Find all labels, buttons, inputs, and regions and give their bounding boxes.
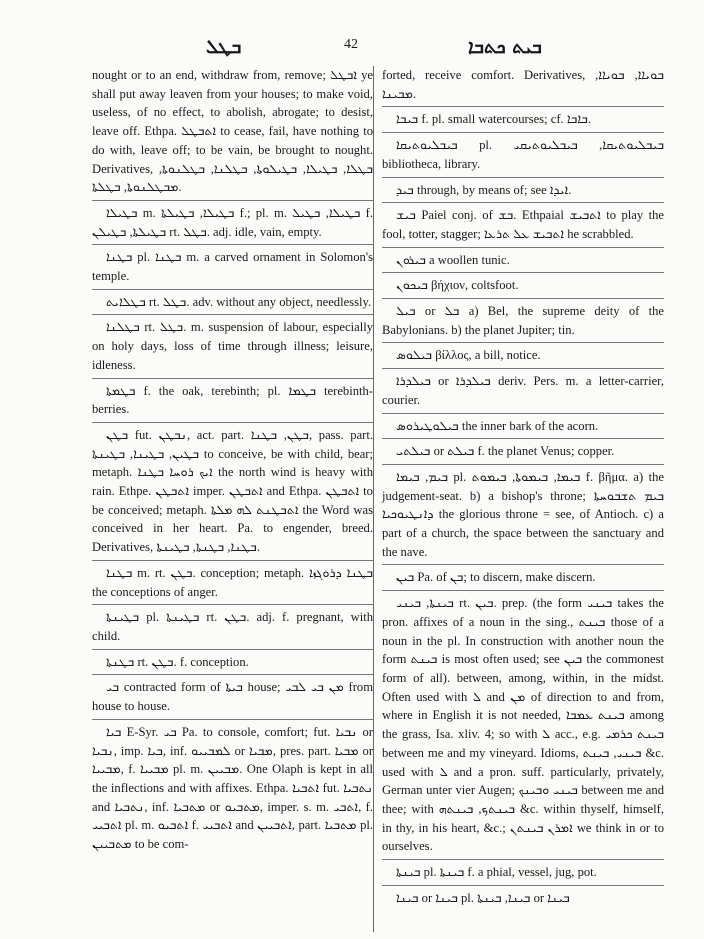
dictionary-entry: ܒܛܢܐ m. rt. ܒܛܢ. conception; metaph. ܒܛܢܐ ܕܪܘܓܙܐ the conceptions of anger. (92, 565, 374, 599)
page-header (0, 36, 704, 60)
entry-separator (382, 438, 664, 439)
entry-separator (92, 378, 373, 379)
entry-separator (382, 368, 664, 369)
entry-separator (382, 590, 664, 591)
dictionary-entry: ܒܝܢܬܐ, ܒܝܢܝ rt. ܒܝܢ. prep. (the form ܒܝܢܝ takes the pron. affixes of a noun in the sing., ܒܝܢܬ those of a noun in the pl. In construction with another noun the form ܒܝܢܬ is most often used; see ܒܝܢ the commonest form of all). between, among, within, in the midst. Often used with ܠ and ܡܢ of direction to and from, where in English it is not needed, ܒܝܢܬ ܥܡܒܐ among the grass, Isa. xliv. 4; so with ܠ acc., e.g. ܒܝܢܬ ܟܪܡܝ between me and my vineyard. Idioms, ܒܝܢܝ, ܒܝܢܬ &c. used with ܠ and a pron. suff. particularly, privately, German unter vier Augen; ܒܝܢܝ ܘܒܝܢܟ between me and thee; with ܒܝܢܬܟ, ܒܝܢܬܗ &c. within thyself, himself, in thy, in his heart, &c.; ܐܡܪܢ ܒܝܢܬܢ we think in or to ourselves. (382, 596, 665, 854)
entry-separator (92, 604, 373, 605)
right-dictionary-column (382, 66, 664, 907)
entry-separator (92, 314, 373, 315)
entry-separator (92, 244, 373, 245)
dictionary-entry: ܒܛܢܬܐ rt. ܒܛܢ. f. conception. (106, 654, 249, 669)
entry-separator (92, 674, 373, 675)
entry-separator (382, 132, 664, 133)
dictionary-entry: ܒܝܟܘܢ βήχιον, coltsfoot. (396, 278, 519, 293)
dictionary-entry: ܒܝܡ, ܒܝܡܐ pl. ܒܝܡܐ, ܒܝܡܘܬܐ, ܒܝܡܘܬ f. βῆμα. a) the judgement-seat. b) a bishop's throne; ܒܝܡ ܬܫܒܘܚܬܐ ܕܐܢܛܝܘܟܝܐ the glorious throne = see, of Antioch. c) a part of a church, the space between the sanctuary and the nave. (382, 469, 664, 559)
dictionary-entry: ܒܛܠܐܝܬ rt. ܒܛܠ. adv. without any object, needlessly. (106, 294, 372, 309)
dictionary-entry: ܒܝܠܘܣ βίλλος, a bill, notice. (396, 348, 541, 363)
dictionary-entry: ܒܝܒܠܝܘܬܝܩܐ pl. ܒܝܒܠܝܘܬܝܩܐ, ܒܝܒܠܝܘܬܝܩܝ bibliotheca, library. (382, 138, 665, 171)
dictionary-entry: ܒܝܠ or ܒܠ a) Bel, the supreme deity of the Babylonians. b) the planet Jupiter; tin. (382, 304, 664, 337)
entry-separator (382, 564, 664, 565)
entry-separator (382, 272, 664, 273)
dictionary-entry: ܒܝܒܐ f. pl. small watercourses; cf. ܒܐܒܐ. (396, 112, 592, 127)
dictionary-entry: ܒܛܡܬܐ f. the oak, terebinth; pl. ܒܛܡܐ terebinth-berries. (92, 383, 373, 417)
dictionary-entry: forted, receive comfort. Derivatives, ܒܘܝܐܐ, ܒܘܝܐܐ, ܡܒܝܢܐ. (382, 68, 664, 101)
entry-separator (382, 859, 664, 860)
dictionary-entry: ܒܝܐ E-Syr. ܒܝ Pa. to console, comfort; fut. ܢܒܝܐ or ܢܒܝܐ, imp. ܒܝܐ, inf. ܠܡܒܝܝܘ or ܡܒܝܐ, pres. part. ܡܒܝܐ or ܡܒܝܝܐ, f. ܡܒܝܝܐ pl. m. ܡܒܝܝܢ. One Olaph is kept in all the inflections and with affixes. Ethpa. ܐܬܒܝܐ fut. ܢܬܒܝܐ and ܢܬܒܝܐ, inf. ܡܬܒܝܐ or ܡܬܒܝܘ, imper. s. m. ܐܬܒܝ, f. ܐܬܒܝܝ pl. m. ܐܬܒܝܘ f. ܐܬܒܝܝ and ܐܬܒܝܝܢ, part. ܡܬܒܝܐ pl. ܡܬܒܝܝܢ to be com- (92, 724, 374, 852)
dictionary-entry: ܒܛܝܠܐ m. ܒܛܝܠܐ, ܒܛܝܠܬܐ f.; pl. m. ܒܛܝܠܐ, ܒܛܝܠ f. ܒܛܝܠܬܐ, ܒܛܝܠܢ rt. ܒܛܠ. adj. idle, vain, empty. (92, 205, 373, 239)
dictionary-entry: ܒܛܝܢܬܐ pl. ܒܛܝܢܬܐ rt. ܒܛܢ. adj. f. pregnant, with child. (92, 610, 374, 643)
right-running-headword: ܒܝܬ ܟܬܒܐ (468, 36, 542, 58)
dictionary-entry: ܒܛܢܐ pl. ܒܛܢܐ m. a carved ornament in Solomon's temple. (92, 250, 373, 284)
entry-separator (92, 200, 373, 201)
dictionary-entry: ܒܛܢ fut. ܢܒܛܢ, act. part. ܒܛܢ, ܒܛܢܐ, pass. part. ܒܛܝܢ, ܒܛܝܢܐ, ܒܛܝܢܬܐ to conceive, be with child, bear; metaph. ܐܝܟ ܪܘܚܐ ܒܛܢܐ the north wind is heavy with rain. Ethpe. ܐܬܒܛܢ imper. ܐܬܒܛܢ and Ethpa. ܐܬܒܛܢ to be conceived; metaph. ܐܬܒܛܢܬ ܠܗ ܡܠܬܐ the Word was conceived in her heart. Pa. to engender, breed. Derivatives, ܒܛܢܐ, ܒܛܢܬܐ, ܒܛܝܢܬܐ. (92, 427, 374, 555)
entry-separator (382, 885, 664, 886)
left-running-headword: ܒܛܠ (206, 36, 242, 58)
entry-separator (382, 413, 664, 414)
dictionary-entry: ܒܝܪܘܢ a woollen tunic. (396, 252, 510, 267)
dictionary-entry: nought or to an end, withdraw from, remove; ܐܒܛܠ ye shall put away leaven from your houses; to make void, useless, of no effect, to abolish, abrogate; to desist, leave off. Ethpa. ܐܬܒܛܠ to cease, fail, have nothing to do with, leave off; to be vain, be brought to nought. Derivatives, ܒܛܠܐ, ܒܛܝܠܐ, ܒܛܝܠܘܬܐ, ܒܛܠܢܐ, ܒܛܠܢܘܬܐ, ܡܒܛܠܢܘܬܐ, ܒܛܠܬܐ. (92, 68, 374, 195)
dictionary-entry: ܒܝܠܬܝ or ܒܝܠܬ f. the planet Venus; copper. (396, 444, 615, 459)
dictionary-entry: ܒܝ contracted form of ܒܝܬܐ house; ܡܢ ܒܝ ܠܒܝ from house to house. (92, 680, 373, 714)
entry-separator (382, 177, 664, 178)
dictionary-entry: ܒܝܕ through, by means of; see ܐܝܕܐ. (396, 182, 572, 197)
entry-separator (382, 106, 664, 107)
entry-separator (92, 422, 373, 423)
dictionary-entry: ܒܝܠܘܛܝܪܘܣ the inner bark of the acorn. (396, 418, 599, 433)
entry-separator (382, 247, 664, 248)
dictionary-entry: ܒܝܢܐ or ܒܝܢܐ pl. ܒܝܢܐ, ܒܝܢܬܐ or ܒܝܢܐ (396, 890, 570, 905)
entry-separator (382, 202, 664, 203)
entry-separator (382, 298, 664, 299)
dictionary-entry: ܒܝܫ Paiel conj. of ܒܫ. Ethpaial ܐܬܒܝܫ to play the fool, totter, stagger; ܐܬܒܝܫ ܥܠ ܬܪܥܐ he scrabbled. (382, 208, 664, 241)
entry-separator (92, 649, 373, 650)
entry-separator (92, 719, 373, 720)
dictionary-entry: ܒܛܠܢܐ rt. ܒܛܠ. m. suspension of labour, especially on holy days, loss of time through illness; leisure, idleness. (92, 320, 373, 372)
left-dictionary-column (92, 66, 373, 854)
entry-separator (92, 560, 373, 561)
column-divider (373, 66, 374, 932)
page-number: 42 (344, 37, 358, 52)
entry-separator (382, 464, 664, 465)
dictionary-entry: ܒܝܢ Pa. of ܒܢ; to discern, make discern. (396, 570, 596, 585)
dictionary-entry: ܒܝܢܬܐ pl. ܒܝܢܬܐ f. a phial, vessel, jug, pot. (396, 865, 597, 880)
entry-separator (382, 342, 664, 343)
entry-separator (92, 289, 373, 290)
dictionary-entry: ܒܝܠܕܪܐ or ܒܝܠܕܪܐ deriv. Pers. m. a letter-carrier, courier. (382, 374, 664, 407)
